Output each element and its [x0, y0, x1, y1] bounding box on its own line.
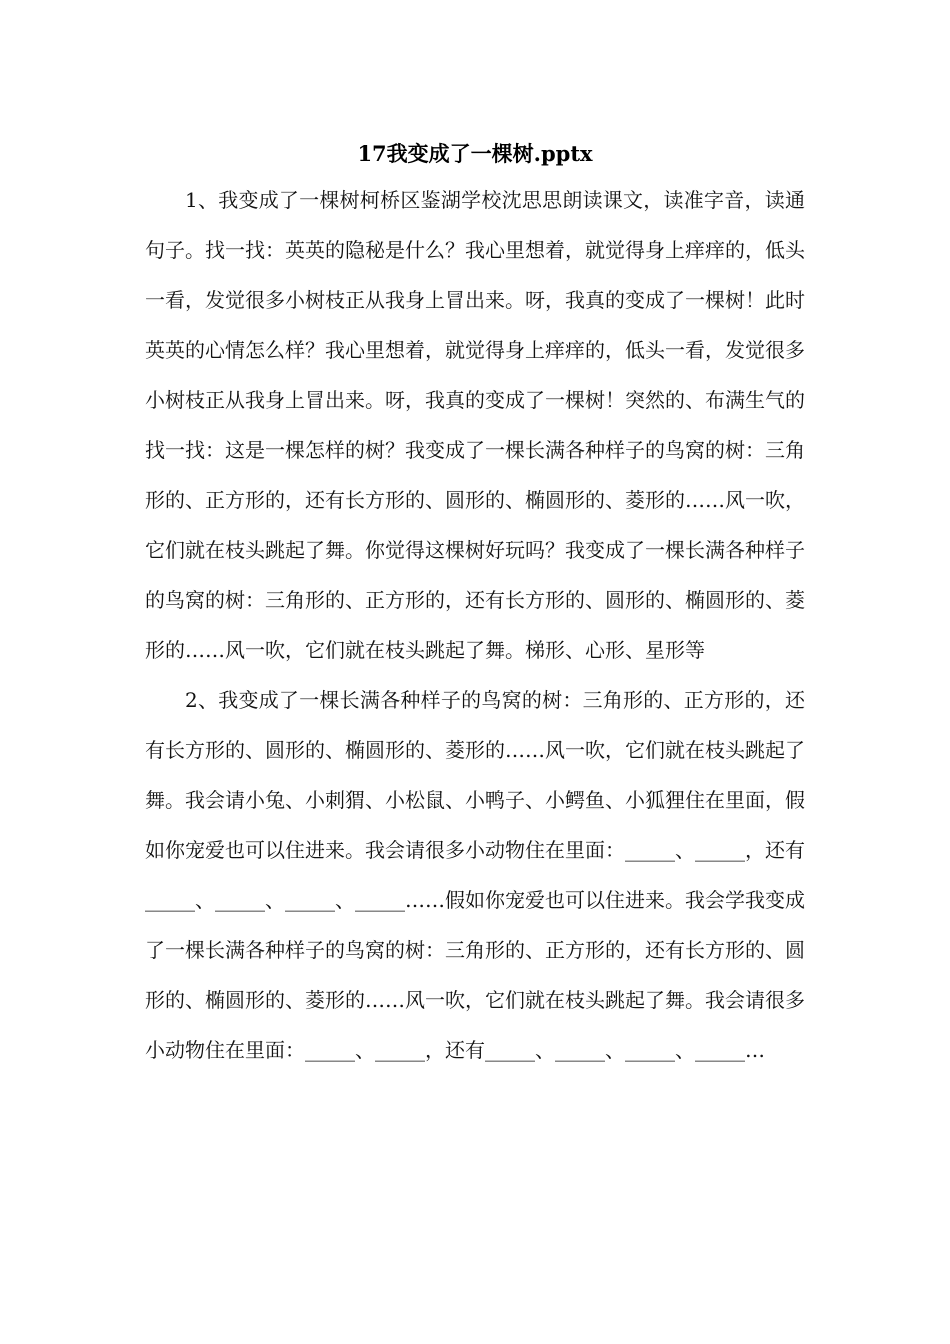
document-body — [145, 175, 805, 1075]
paragraph-1: 1、我变成了一棵树柯桥区鉴湖学校沈思思朗读课文，读准字音，读通句子。找一找：英英的隐秘是什么？我心里想着，就觉得身上痒痒的，低头一看，发觉很多小树枝正从我身上冒出来。呀，我真的变成了一棵树！此时英英的心情怎么样？我心里想着，就觉得身上痒痒的，低头一看，发觉很多小树枝正从我身上冒出来。呀，我真的变成了一棵树！突然的、布满生气的找一找：这是一棵怎样的树？我变成了一棵长满各种样子的鸟窝的树：三角形的、正方形的，还有长方形的、圆形的、椭圆形的、菱形的……风一吹，它们就在枝头跳起了舞。你觉得这棵树好玩吗？我变成了一棵长满各种样子的鸟窝的树：三角形的、正方形的，还有长方形的、圆形的、椭圆形的、菱形的……风一吹，它们就在枝头跳起了舞。梯形、心形、星形等 — [145, 188, 805, 662]
document-title: 17我变成了一棵树.pptx — [357, 141, 593, 166]
paragraph-2: 2、我变成了一棵长满各种样子的鸟窝的树：三角形的、正方形的，还有长方形的、圆形的、椭圆形的、菱形的……风一吹，它们就在枝头跳起了舞。我会请小兔、小刺猬、小松鼠、小鸭子、小鳄鱼、小狐狸住在里面，假如你宠爱也可以住进来。我会请很多小动物住在里面：_____、_____，还有_____、_____、_____、_____……假如你宠爱也可以住进来。我会学我变成了一棵长满各种样子的鸟窝的树：三角形的、正方形的，还有长方形的、圆形的、椭圆形的、菱形的……风一吹，它们就在枝头跳起了舞。我会请很多小动物住在里面：_____、_____，还有_____、_____、_____、_____… — [145, 688, 805, 1062]
